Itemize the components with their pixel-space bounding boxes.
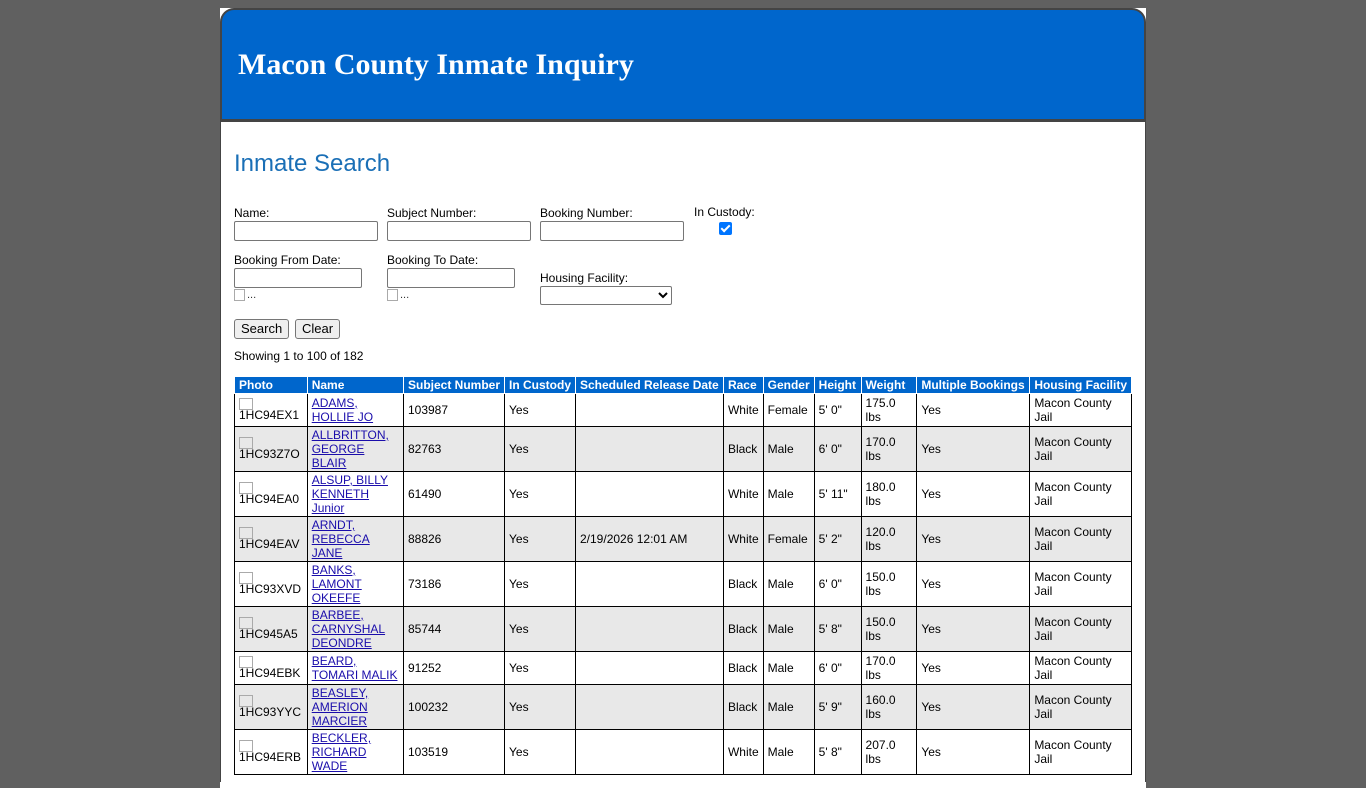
cell-weight: 150.0 lbs — [861, 607, 917, 652]
cell-multiple-bookings: Yes — [917, 562, 1030, 607]
cell-subject-number: 88826 — [403, 517, 504, 562]
cell-multiple-bookings: Yes — [917, 730, 1030, 775]
cell-release-date — [576, 652, 724, 685]
name-input[interactable] — [234, 221, 378, 241]
photo-alt-text: 1HC93YYC — [239, 705, 302, 719]
table-row — [235, 562, 1132, 607]
in-custody-checkbox[interactable] — [719, 222, 732, 235]
header-banner — [220, 8, 1146, 122]
column-header-housing-facility[interactable]: Housing Facility — [1030, 377, 1132, 394]
cell-photo — [235, 652, 308, 685]
cell-release-date — [576, 607, 724, 652]
cell-race: Black — [723, 652, 763, 685]
inmate-name-link[interactable]: ARNDT, REBECCA JANE — [311, 518, 370, 560]
calendar-alt-text: ... — [400, 289, 410, 301]
cell-gender: Female — [763, 517, 814, 562]
table-row — [235, 517, 1132, 562]
photo-alt-text: 1HC94ERB — [239, 750, 302, 764]
cell-housing-facility: Macon County Jail — [1030, 394, 1132, 427]
booking-from-date-label: Booking From Date: — [234, 253, 341, 267]
cell-multiple-bookings: Yes — [917, 517, 1030, 562]
cell-race: White — [723, 730, 763, 775]
inmate-results-table — [234, 376, 1132, 775]
table-row — [235, 472, 1132, 517]
column-header-in-custody[interactable]: In Custody — [505, 377, 576, 394]
search-title: Inmate Search — [234, 150, 391, 177]
cell-height: 6' 0" — [814, 427, 861, 472]
inmate-name-link[interactable]: BEASLEY, AMERION MARCIER — [311, 686, 369, 728]
cell-housing-facility: Macon County Jail — [1030, 562, 1132, 607]
cell-release-date — [576, 685, 724, 730]
cell-subject-number: 73186 — [403, 562, 504, 607]
cell-height: 5' 8" — [814, 607, 861, 652]
cell-height: 6' 0" — [814, 562, 861, 607]
from-date-field-group — [234, 253, 362, 303]
cell-photo — [235, 427, 308, 472]
cell-gender: Male — [763, 607, 814, 652]
cell-gender: Male — [763, 562, 814, 607]
name-label: Name: — [234, 206, 270, 220]
column-header-name[interactable]: Name — [307, 377, 403, 394]
table-row — [235, 427, 1132, 472]
booking-to-date-input[interactable] — [387, 268, 515, 288]
cell-subject-number: 82763 — [403, 427, 504, 472]
cell-release-date — [576, 394, 724, 427]
calendar-icon[interactable] — [387, 289, 515, 303]
housing-facility-select[interactable] — [540, 286, 672, 305]
cell-height: 5' 0" — [814, 394, 861, 427]
cell-housing-facility: Macon County Jail — [1030, 607, 1132, 652]
cell-in-custody: Yes — [505, 607, 576, 652]
cell-in-custody: Yes — [505, 652, 576, 685]
cell-photo — [235, 517, 308, 562]
inmate-name-link[interactable]: BARBEE, CARNYSHAL DEONDRE — [311, 608, 386, 650]
results-count: Showing 1 to 100 of 182 — [234, 349, 364, 363]
subject-field-group — [387, 206, 531, 241]
cell-weight: 207.0 lbs — [861, 730, 917, 775]
cell-gender: Male — [763, 652, 814, 685]
photo-alt-text: 1HC94EA0 — [239, 492, 300, 506]
cell-multiple-bookings: Yes — [917, 394, 1030, 427]
cell-subject-number: 61490 — [403, 472, 504, 517]
photo-alt-text: 1HC94EX1 — [239, 408, 300, 422]
cell-photo — [235, 472, 308, 517]
booking-number-input[interactable] — [540, 221, 684, 241]
cell-release-date — [576, 562, 724, 607]
inmate-name-link[interactable]: BECKLER, RICHARD WADE — [311, 731, 372, 773]
cell-photo — [235, 562, 308, 607]
photo-alt-text: 1HC94EAV — [239, 537, 300, 551]
cell-subject-number: 91252 — [403, 652, 504, 685]
cell-in-custody: Yes — [505, 394, 576, 427]
cell-gender: Male — [763, 427, 814, 472]
cell-name — [307, 652, 403, 685]
cell-height: 5' 2" — [814, 517, 861, 562]
custody-field-group — [694, 205, 755, 235]
column-header-height[interactable]: Height — [814, 377, 861, 394]
facility-field-group — [540, 271, 672, 305]
cell-in-custody: Yes — [505, 685, 576, 730]
cell-name — [307, 685, 403, 730]
inmate-name-link[interactable]: ALLBRITTON, GEORGE BLAIR — [311, 428, 389, 470]
cell-in-custody: Yes — [505, 562, 576, 607]
housing-facility-label: Housing Facility: — [540, 271, 629, 285]
photo-alt-text: 1HC94EBK — [239, 666, 301, 680]
cell-name — [307, 472, 403, 517]
clear-button[interactable]: Clear — [295, 319, 340, 339]
cell-height: 5' 11" — [814, 472, 861, 517]
cell-multiple-bookings: Yes — [917, 607, 1030, 652]
cell-gender: Female — [763, 394, 814, 427]
column-header-subject-number[interactable]: Subject Number — [403, 377, 504, 394]
cell-in-custody: Yes — [505, 517, 576, 562]
column-header-photo[interactable]: Photo — [235, 377, 308, 394]
cell-housing-facility: Macon County Jail — [1030, 652, 1132, 685]
inmate-name-link[interactable]: ALSUP, BILLY KENNETH Junior — [311, 473, 388, 515]
cell-weight: 150.0 lbs — [861, 562, 917, 607]
booking-from-date-input[interactable] — [234, 268, 362, 288]
cell-height: 5' 8" — [814, 730, 861, 775]
subject-number-label: Subject Number: — [387, 206, 477, 220]
to-date-field-group — [387, 253, 515, 303]
cell-release-date — [576, 472, 724, 517]
inmate-name-link[interactable]: ADAMS, HOLLIE JO — [311, 396, 374, 424]
cell-name — [307, 517, 403, 562]
cell-race: Black — [723, 607, 763, 652]
cell-race: Black — [723, 562, 763, 607]
name-field-group — [234, 206, 378, 241]
photo-alt-text: 1HC945A5 — [239, 627, 298, 641]
cell-height: 5' 9" — [814, 685, 861, 730]
cell-name — [307, 607, 403, 652]
cell-name — [307, 562, 403, 607]
cell-name — [307, 427, 403, 472]
cell-weight: 170.0 lbs — [861, 427, 917, 472]
cell-race: Black — [723, 685, 763, 730]
column-header-race[interactable]: Race — [723, 377, 763, 394]
cell-multiple-bookings: Yes — [917, 652, 1030, 685]
cell-weight: 120.0 lbs — [861, 517, 917, 562]
cell-name — [307, 394, 403, 427]
cell-multiple-bookings: Yes — [917, 472, 1030, 517]
inmate-name-link[interactable]: BEARD, TOMARI MALIK — [311, 654, 398, 682]
cell-subject-number: 85744 — [403, 607, 504, 652]
cell-subject-number: 100232 — [403, 685, 504, 730]
cell-in-custody: Yes — [505, 730, 576, 775]
column-header-gender[interactable]: Gender — [763, 377, 814, 394]
calendar-alt-text: ... — [247, 289, 257, 301]
cell-housing-facility: Macon County Jail — [1030, 427, 1132, 472]
cell-race: White — [723, 472, 763, 517]
cell-weight: 175.0 lbs — [861, 394, 917, 427]
cell-gender: Male — [763, 472, 814, 517]
page-container — [220, 8, 1146, 788]
cell-gender: Male — [763, 685, 814, 730]
search-content — [220, 122, 1146, 782]
cell-multiple-bookings: Yes — [917, 685, 1030, 730]
column-header-multiple-bookings[interactable]: Multiple Bookings — [917, 377, 1030, 394]
cell-weight: 160.0 lbs — [861, 685, 917, 730]
cell-photo — [235, 685, 308, 730]
inmate-name-link[interactable]: BANKS, LAMONT OKEEFE — [311, 563, 362, 605]
cell-subject-number: 103519 — [403, 730, 504, 775]
table-row — [235, 607, 1132, 652]
cell-weight: 180.0 lbs — [861, 472, 917, 517]
booking-number-label: Booking Number: — [540, 206, 633, 220]
cell-photo — [235, 607, 308, 652]
table-header-row — [235, 377, 1132, 394]
cell-race: White — [723, 517, 763, 562]
cell-multiple-bookings: Yes — [917, 427, 1030, 472]
booking-to-date-label: Booking To Date: — [387, 253, 479, 267]
cell-in-custody: Yes — [505, 472, 576, 517]
column-header-weight[interactable]: Weight — [861, 377, 917, 394]
cell-race: White — [723, 394, 763, 427]
table-row — [235, 652, 1132, 685]
cell-release-date: 2/19/2026 12:01 AM — [576, 517, 724, 562]
column-header-release-date[interactable]: Scheduled Release Date — [576, 377, 724, 394]
subject-number-input[interactable] — [387, 221, 531, 241]
cell-housing-facility: Macon County Jail — [1030, 685, 1132, 730]
photo-alt-text: 1HC93Z7O — [239, 447, 300, 461]
cell-race: Black — [723, 427, 763, 472]
calendar-icon[interactable] — [234, 289, 362, 303]
search-button[interactable]: Search — [234, 319, 289, 339]
cell-housing-facility: Macon County Jail — [1030, 517, 1132, 562]
cell-in-custody: Yes — [505, 427, 576, 472]
cell-gender: Male — [763, 730, 814, 775]
cell-housing-facility: Macon County Jail — [1030, 730, 1132, 775]
cell-subject-number: 103987 — [403, 394, 504, 427]
cell-photo — [235, 394, 308, 427]
booking-field-group — [540, 206, 684, 241]
cell-height: 6' 0" — [814, 652, 861, 685]
cell-weight: 170.0 lbs — [861, 652, 917, 685]
cell-housing-facility: Macon County Jail — [1030, 472, 1132, 517]
photo-alt-text: 1HC93XVD — [239, 582, 302, 596]
table-row — [235, 685, 1132, 730]
table-row — [235, 394, 1132, 427]
cell-release-date — [576, 427, 724, 472]
in-custody-label: In Custody: — [694, 205, 755, 219]
site-title: Macon County Inmate Inquiry — [238, 48, 634, 81]
